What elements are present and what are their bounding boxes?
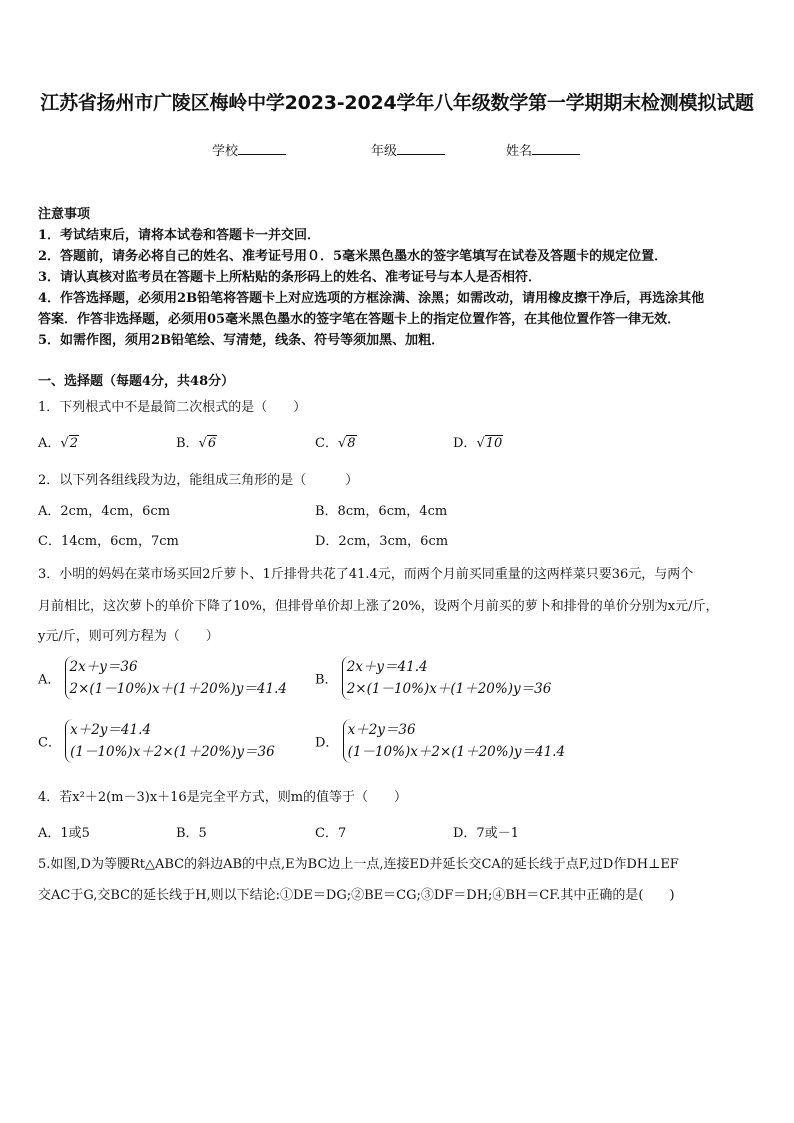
- note-item: 2．答题前，请务必将自己的姓名、准考证号用０．5毫米黑色墨水的签字笔填写在试卷及答题卡的规定位置．: [38, 249, 668, 264]
- q2-option-b: B．8cm，6cm，4cm: [315, 504, 448, 519]
- q3-option-b: B． 2x＋y＝41.4 2×(1－10%)x＋(1＋20%)y＝36: [315, 656, 551, 700]
- q1-option-b: B．√6: [176, 436, 217, 451]
- school-blank[interactable]: [238, 142, 286, 155]
- notes-heading: 注意事项: [38, 207, 91, 222]
- note-item: 5．如需作图，须用2B铅笔绘、写清楚，线条、符号等须加黑、加粗．: [38, 333, 445, 348]
- grade-blank[interactable]: [397, 142, 445, 155]
- q1-option-d: D．√10: [453, 436, 503, 451]
- q1-option-c: C．√8: [315, 436, 356, 451]
- q4-option-a: A．1或5: [38, 826, 90, 841]
- question-5-line: 交AC于G,交BC的延长线于H,则以下结论:①DE＝DG;②BE＝CG;③DF＝DH;④BH＝CF.其中正确的是( ): [38, 888, 675, 903]
- q2-option-a: A．2cm，4cm，6cm: [38, 504, 171, 519]
- school-field[interactable]: [212, 140, 286, 159]
- name-field[interactable]: [506, 140, 580, 159]
- q4-option-b: B．5: [176, 826, 207, 841]
- note-item: 答案．作答非选择题，必须用05毫米黑色墨水的签字笔在答题卡上的指定位置作答，在其他位置作答一律无效．: [38, 312, 681, 327]
- name-blank[interactable]: [532, 142, 580, 155]
- exam-title: 江苏省扬州市广陵区梅岭中学2023-2024学年八年级数学第一学期期末检测模拟试题: [40, 92, 754, 114]
- q1-option-a: A．√2: [38, 436, 78, 451]
- q2-option-d: D．2cm，3cm，6cm: [315, 534, 449, 549]
- q4-option-c: C．7: [315, 826, 347, 841]
- name-label: 姓名: [506, 144, 533, 159]
- school-label: 学校: [212, 144, 239, 159]
- note-item: 4．作答选择题，必须用2B铅笔将答题卡上对应选项的方框涂满、涂黑；如需改动，请用橡皮擦干净后，再选涂其他: [38, 291, 705, 306]
- grade-field[interactable]: [371, 140, 445, 159]
- question-1-stem: 1．下列根式中不是最简二次根式的是（ ）: [38, 400, 307, 415]
- note-item: 3．请认真核对监考员在答题卡上所粘贴的条形码上的姓名、准考证号与本人是否相符．: [38, 270, 542, 285]
- q2-option-c: C．14cm，6cm，7cm: [38, 534, 179, 549]
- question-5-line: 5.如图,D为等腰Rt△ABC的斜边AB的中点,E为BC边上一点,连接ED并延长交CA的延长线于点F,过D作DH⊥EF: [38, 857, 679, 872]
- q4-option-d: D．7或－1: [453, 826, 519, 841]
- question-3-line: y元/斤，则可列方程为（ ）: [38, 629, 219, 644]
- q3-option-a: A． 2x＋y＝36 2×(1－10%)x＋(1＋20%)y＝41.4: [38, 656, 287, 700]
- q3-option-c: C． x＋2y＝41.4 (1－10%)x＋2×(1＋20%)y＝36: [38, 719, 275, 763]
- question-4-stem: 4．若x²＋2(m－3)x＋16是完全平方式，则m的值等于（ ）: [38, 790, 408, 805]
- section-heading: 一、选择题（每题4分，共48分）: [38, 374, 235, 389]
- note-item: 1．考试结束后，请将本试卷和答题卡一并交回．: [38, 228, 321, 243]
- grade-label: 年级: [371, 144, 398, 159]
- question-2-stem: 2．以下列各组线段为边，能组成三角形的是（ ）: [38, 473, 359, 488]
- q3-option-d: D． x＋2y＝36 (1－10%)x＋2×(1＋20%)y＝41.4: [315, 719, 565, 763]
- question-3-line: 3．小明的妈妈在菜市场买回2斤萝卜、1斤排骨共花了41.4元，而两个月前买同重量的这两样菜只要36元，与两个: [38, 567, 694, 582]
- question-3-line: 月前相比，这次萝卜的单价下降了10%，但排骨单价却上涨了20%，设两个月前买的萝卜和排骨的单价分别为x元/斤，: [38, 599, 719, 614]
